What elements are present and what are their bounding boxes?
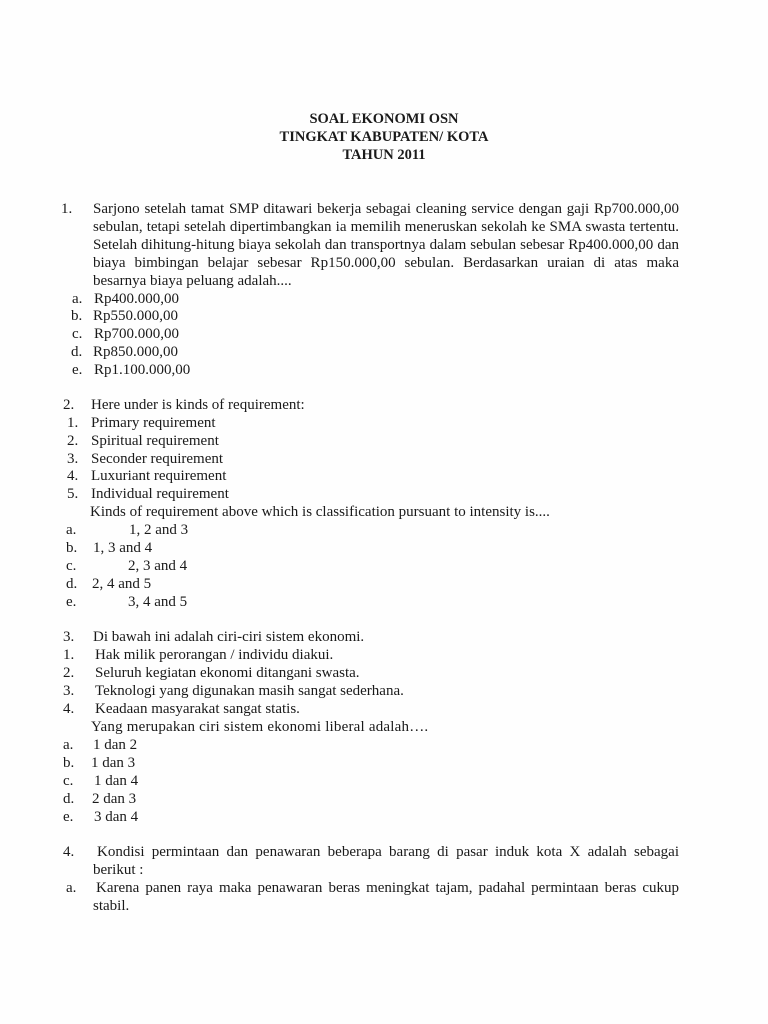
question-number: 4. <box>63 844 75 860</box>
item-text: Primary requirement <box>91 415 216 431</box>
option-text: 1, 3 and 4 <box>93 540 153 556</box>
item-text: Individual requirement <box>91 486 229 502</box>
option-text-line: Karena panen raya maka penawaran beras meningkat tajam, padahal permintaan beras cukup <box>96 880 679 896</box>
item-number: 4. <box>67 468 79 484</box>
question-text-line: besarnya biaya peluang adalah.... <box>93 273 292 289</box>
item-text: Spiritual requirement <box>91 433 219 449</box>
item-number: 2. <box>63 665 75 681</box>
option-text: 1 dan 3 <box>91 755 136 771</box>
option-letter: e. <box>66 594 77 610</box>
question-text-line: Kondisi permintaan dan penawaran beberapa barang di pasar induk kota X adalah sebagai <box>97 844 679 860</box>
option-letter: a. <box>66 522 77 538</box>
header-line-1: SOAL EKONOMI OSN <box>309 111 459 127</box>
option-letter: a. <box>63 737 74 753</box>
item-number: 3. <box>67 451 79 467</box>
question-number: 1. <box>61 201 73 217</box>
item-number: 5. <box>67 486 79 502</box>
option-letter: c. <box>72 326 83 342</box>
option-text: 3, 4 and 5 <box>128 594 188 610</box>
option-text: 1, 2 and 3 <box>129 522 189 538</box>
option-text: 1 dan 4 <box>94 773 139 789</box>
option-text: 3 dan 4 <box>94 809 139 825</box>
question-number: 3. <box>63 629 75 645</box>
question-text-line: sebulan, tetapi setelah dipertimbangkan ia memilih meneruskan sekolah ke SMA swasta tertentu. <box>93 219 679 235</box>
item-number: 1. <box>67 415 79 431</box>
option-letter: a. <box>72 291 83 307</box>
question-number: 2. <box>63 397 75 413</box>
option-letter: b. <box>71 308 83 324</box>
question-stem: Here under is kinds of requirement: <box>91 397 305 413</box>
option-letter: d. <box>71 344 83 360</box>
option-text: Rp550.000,00 <box>93 308 179 324</box>
option-letter: e. <box>72 362 83 378</box>
option-text: Rp400.000,00 <box>94 291 180 307</box>
item-text: Seconder requirement <box>91 451 224 467</box>
option-text: Rp700.000,00 <box>94 326 180 342</box>
option-letter: d. <box>63 791 75 807</box>
option-letter: c. <box>66 558 77 574</box>
option-text: 2, 4 and 5 <box>92 576 152 592</box>
question-text-line: berikut : <box>93 862 144 878</box>
item-text: Seluruh kegiatan ekonomi ditangani swasta. <box>95 665 360 681</box>
item-text: Teknologi yang digunakan masih sangat sederhana. <box>95 683 404 699</box>
question-text-line: Setelah dihitung-hitung biaya sekolah dan transportnya dalam sebulan sebesar Rp400.000,00 dan <box>93 237 679 253</box>
option-text: Rp850.000,00 <box>93 344 179 360</box>
header-line-2: TINGKAT KABUPATEN/ KOTA <box>279 129 489 145</box>
option-letter: a. <box>66 880 77 896</box>
item-text: Luxuriant requirement <box>91 468 227 484</box>
question-prompt: Yang merupakan ciri sistem ekonomi liberal adalah…. <box>91 719 429 735</box>
item-number: 3. <box>63 683 75 699</box>
item-number: 1. <box>63 647 75 663</box>
option-letter: c. <box>63 773 74 789</box>
item-number: 4. <box>63 701 75 717</box>
option-text: 2, 3 and 4 <box>128 558 188 574</box>
question-text-line: Sarjono setelah tamat SMP ditawari bekerja sebagai cleaning service dengan gaji Rp700.000,00 <box>93 201 679 217</box>
item-text: Keadaan masyarakat sangat statis. <box>95 701 300 717</box>
option-text: 1 dan 2 <box>93 737 138 753</box>
option-text: 2 dan 3 <box>92 791 137 807</box>
option-letter: e. <box>63 809 74 825</box>
option-letter: b. <box>66 540 78 556</box>
option-letter: b. <box>63 755 75 771</box>
question-prompt: Kinds of requirement above which is classification pursuant to intensity is.... <box>90 504 550 520</box>
item-text: Hak milik perorangan / individu diakui. <box>95 647 334 663</box>
question-text-line: biaya bimbingan belajar sebesar Rp150.000,00 sebulan. Berdasarkan uraian di atas maka <box>93 255 679 271</box>
option-text: Rp1.100.000,00 <box>94 362 191 378</box>
option-letter: d. <box>66 576 78 592</box>
item-number: 2. <box>67 433 79 449</box>
header-line-3: TAHUN 2011 <box>342 147 426 163</box>
question-stem: Di bawah ini adalah ciri-ciri sistem ekonomi. <box>93 629 365 645</box>
option-text-line: stabil. <box>93 898 130 914</box>
